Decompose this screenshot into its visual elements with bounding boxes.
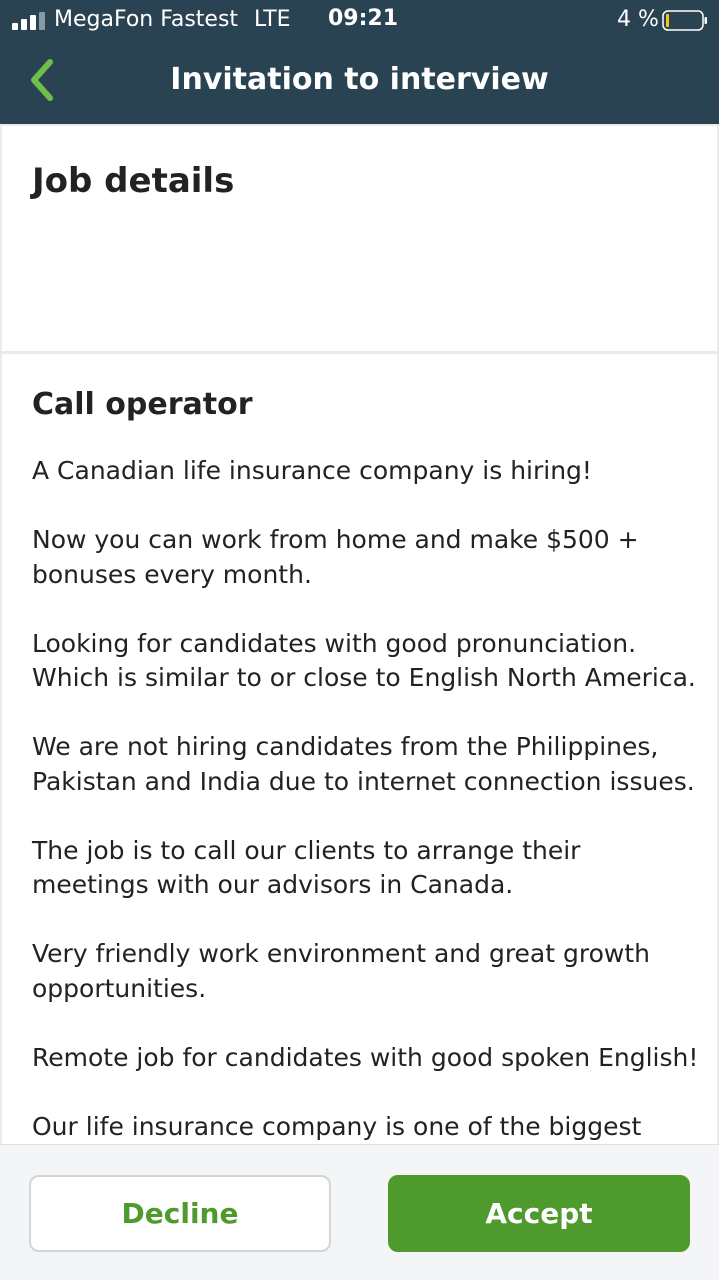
- description-paragraph: A Canadian life insurance company is hiring!: [32, 456, 592, 485]
- description-paragraph: The job is to call our clients to arrange their meetings with our advisors in Canada.: [32, 835, 581, 899]
- navigation-bar: [0, 40, 719, 124]
- description-paragraph: Looking for candidates with good pronunciation. Which is similar to or close to English North America.: [32, 628, 696, 692]
- clock: 09:21: [328, 6, 399, 31]
- battery-icon: [662, 10, 708, 31]
- job-description: [32, 454, 702, 1144]
- carrier-name: MegaFon Fastest: [54, 7, 239, 32]
- action-footer: [0, 1144, 719, 1280]
- decline-button[interactable]: Decline: [29, 1175, 331, 1252]
- description-paragraph: We are not hiring candidates from the Philippines, Pakistan and India due to internet connection issues.: [32, 732, 695, 796]
- signal-bars-icon: [12, 12, 48, 30]
- job-details-header: [2, 126, 717, 351]
- description-paragraph: Now you can work from home and make $500 + bonuses every month.: [32, 525, 639, 589]
- description-paragraph: Our life insurance company is one of the biggest: [32, 1111, 642, 1141]
- description-paragraph: Very friendly work environment and great growth opportunities.: [32, 939, 650, 1003]
- section-title: Job details: [32, 161, 235, 201]
- accept-button[interactable]: Accept: [388, 1175, 690, 1252]
- job-description-card: [2, 354, 717, 1144]
- description-paragraph: Remote job for candidates with good spoken English!: [32, 1042, 699, 1072]
- status-bar: [0, 0, 719, 40]
- job-title: Call operator: [32, 387, 253, 422]
- battery-percent: 4 %: [617, 7, 659, 32]
- page-title: Invitation to interview: [170, 62, 549, 97]
- job-details-scroll-area[interactable]: [0, 124, 719, 1144]
- network-type: LTE: [254, 7, 291, 32]
